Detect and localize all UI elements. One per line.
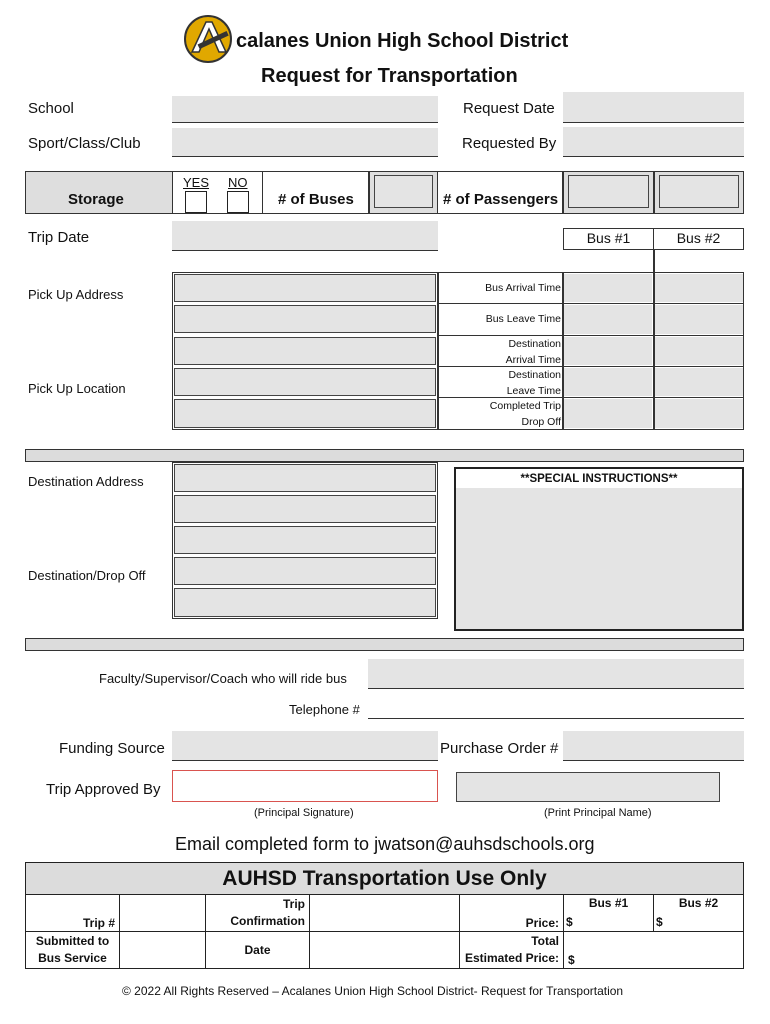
pickup-location-field-3[interactable] xyxy=(174,399,436,428)
pickup-address-label: Pick Up Address xyxy=(28,287,124,302)
trip-num-field[interactable] xyxy=(120,895,206,932)
bus1-dest-arrival-field[interactable] xyxy=(564,337,652,365)
trip-num-label: Trip # xyxy=(26,895,120,932)
office-use-table xyxy=(25,862,744,969)
num-passengers-field-2[interactable] xyxy=(659,175,739,208)
submitted-to-text: Submitted to xyxy=(35,934,110,948)
bus2-leave-field[interactable] xyxy=(655,305,743,334)
special-instructions-box[interactable] xyxy=(454,467,744,631)
num-buses-label: # of Buses xyxy=(278,191,354,208)
total-dollar: $ xyxy=(568,953,575,967)
school-field[interactable] xyxy=(172,96,438,123)
destination-address-label: Destination Address xyxy=(28,474,144,489)
storage-no-label: NO xyxy=(228,175,248,190)
faculty-rider-field[interactable] xyxy=(368,659,744,689)
purchase-order-field[interactable] xyxy=(563,731,744,761)
bus2-completed-field[interactable] xyxy=(655,399,743,428)
total-estimated-label xyxy=(460,932,564,969)
storage-yes-checkbox[interactable] xyxy=(185,191,207,213)
special-instructions-header: **SPECIAL INSTRUCTIONS** xyxy=(456,469,742,488)
trip-confirmation-field[interactable] xyxy=(310,895,460,932)
pickup-location-field-1[interactable] xyxy=(174,337,436,365)
requested-by-field[interactable] xyxy=(563,127,744,157)
total-estimated-field[interactable] xyxy=(564,932,744,969)
price-bus2-header: Bus #2 xyxy=(678,896,719,910)
bus2-header-label: Bus #2 xyxy=(676,230,721,246)
confirmation-text: Confirmation xyxy=(230,914,305,928)
price-label: Price: xyxy=(460,895,564,932)
bus2-arrival-field[interactable] xyxy=(655,274,743,302)
completed-line2: Drop Off xyxy=(521,416,561,428)
num-passengers-label: # of Passengers xyxy=(443,191,559,208)
completed-trip-label xyxy=(440,398,561,430)
destination-dropoff-field-3[interactable] xyxy=(174,588,436,617)
bus2-dest-arrival-field[interactable] xyxy=(655,337,743,365)
principal-signature-caption: (Principal Signature) xyxy=(254,807,354,819)
total-text: Total xyxy=(531,934,559,948)
storage-yes-label: YES xyxy=(183,175,210,190)
sport-class-club-label: Sport/Class/Club xyxy=(28,135,141,152)
storage-no-checkbox[interactable] xyxy=(227,191,249,213)
destination-address-field-1[interactable] xyxy=(174,464,436,492)
office-use-title: AUHSD Transportation Use Only xyxy=(26,863,744,895)
district-logo xyxy=(182,14,234,64)
pickup-address-field-2[interactable] xyxy=(174,305,436,333)
bus-leave-time-label xyxy=(440,312,561,327)
bus-arrival-time-text: Bus Arrival Time xyxy=(485,282,561,294)
funding-source-label: Funding Source xyxy=(59,740,165,757)
trip-date-field[interactable] xyxy=(172,221,438,251)
principal-name-field[interactable] xyxy=(456,772,720,802)
completed-line1: Completed Trip xyxy=(489,400,561,412)
form-title: Request for Transportation xyxy=(261,65,518,87)
estimated-price-text: Estimated Price: xyxy=(464,951,559,965)
dest-leave-line2: Leave Time xyxy=(506,385,561,397)
trip-date-label: Trip Date xyxy=(28,229,90,246)
trip-approved-by-label: Trip Approved By xyxy=(46,781,161,798)
destination-dropoff-field-2[interactable] xyxy=(174,557,436,585)
principal-name-caption: (Print Principal Name) xyxy=(544,807,652,819)
district-name: calanes Union High School District xyxy=(236,30,569,52)
dest-arrival-time-label xyxy=(440,336,561,368)
bus2-header xyxy=(653,228,744,250)
bus-arrival-time-label xyxy=(440,281,561,296)
pickup-address-field-1[interactable] xyxy=(174,274,436,302)
price-bus1-header: Bus #1 xyxy=(588,896,629,910)
submitted-to-field[interactable] xyxy=(120,932,206,969)
bus1-leave-field[interactable] xyxy=(564,305,652,334)
dest-arrival-line2: Arrival Time xyxy=(505,354,561,366)
section-divider-1 xyxy=(25,449,744,462)
sport-class-club-field[interactable] xyxy=(172,128,438,157)
section-divider-2 xyxy=(25,638,744,651)
submitted-to-label xyxy=(26,932,120,969)
faculty-rider-label: Faculty/Supervisor/Coach who will ride bus xyxy=(99,671,347,686)
principal-signature-field[interactable] xyxy=(172,770,438,802)
telephone-label: Telephone # xyxy=(289,702,360,717)
bus1-dest-leave-field[interactable] xyxy=(564,368,652,396)
bus2-dest-leave-field[interactable] xyxy=(655,368,743,396)
school-label: School xyxy=(28,100,74,117)
request-date-label: Request Date xyxy=(463,100,555,117)
dest-leave-time-label xyxy=(440,367,561,399)
bus-service-text: Bus Service xyxy=(38,951,107,965)
telephone-field[interactable] xyxy=(368,696,744,719)
email-instruction: Email completed form to jwatson@auhsdschools.org xyxy=(175,834,595,854)
footer-copyright: © 2022 All Rights Reserved – Acalanes Union High School District- Request for Transportation xyxy=(122,984,624,998)
bus1-arrival-field[interactable] xyxy=(564,274,652,302)
num-passengers-field-1[interactable] xyxy=(568,175,649,208)
trip-confirmation-label xyxy=(206,895,310,932)
bus-leave-time-text: Bus Leave Time xyxy=(485,313,561,325)
storage-label: Storage xyxy=(68,191,124,208)
bus1-completed-field[interactable] xyxy=(564,399,652,428)
date-field[interactable] xyxy=(310,932,460,969)
requested-by-label: Requested By xyxy=(462,135,557,152)
bus1-header xyxy=(563,228,654,250)
funding-source-field[interactable] xyxy=(172,731,438,761)
destination-dropoff-field-1[interactable] xyxy=(174,526,436,554)
dest-leave-line1: Destination xyxy=(508,369,561,381)
purchase-order-label: Purchase Order # xyxy=(440,740,559,757)
destination-dropoff-label: Destination/Drop Off xyxy=(28,568,146,583)
dest-arrival-line1: Destination xyxy=(508,338,561,350)
bus1-header-label: Bus #1 xyxy=(586,230,631,246)
request-date-field[interactable] xyxy=(563,92,744,123)
price-bus1-dollar: $ xyxy=(566,915,573,929)
num-buses-field[interactable] xyxy=(374,175,433,208)
pickup-location-field-2[interactable] xyxy=(174,368,436,396)
destination-address-field-2[interactable] xyxy=(174,495,436,523)
price-cell[interactable] xyxy=(564,895,744,932)
pickup-location-label: Pick Up Location xyxy=(28,381,126,396)
trip-text: Trip xyxy=(282,897,305,911)
date-label: Date xyxy=(206,932,310,969)
price-bus2-dollar: $ xyxy=(656,915,663,929)
